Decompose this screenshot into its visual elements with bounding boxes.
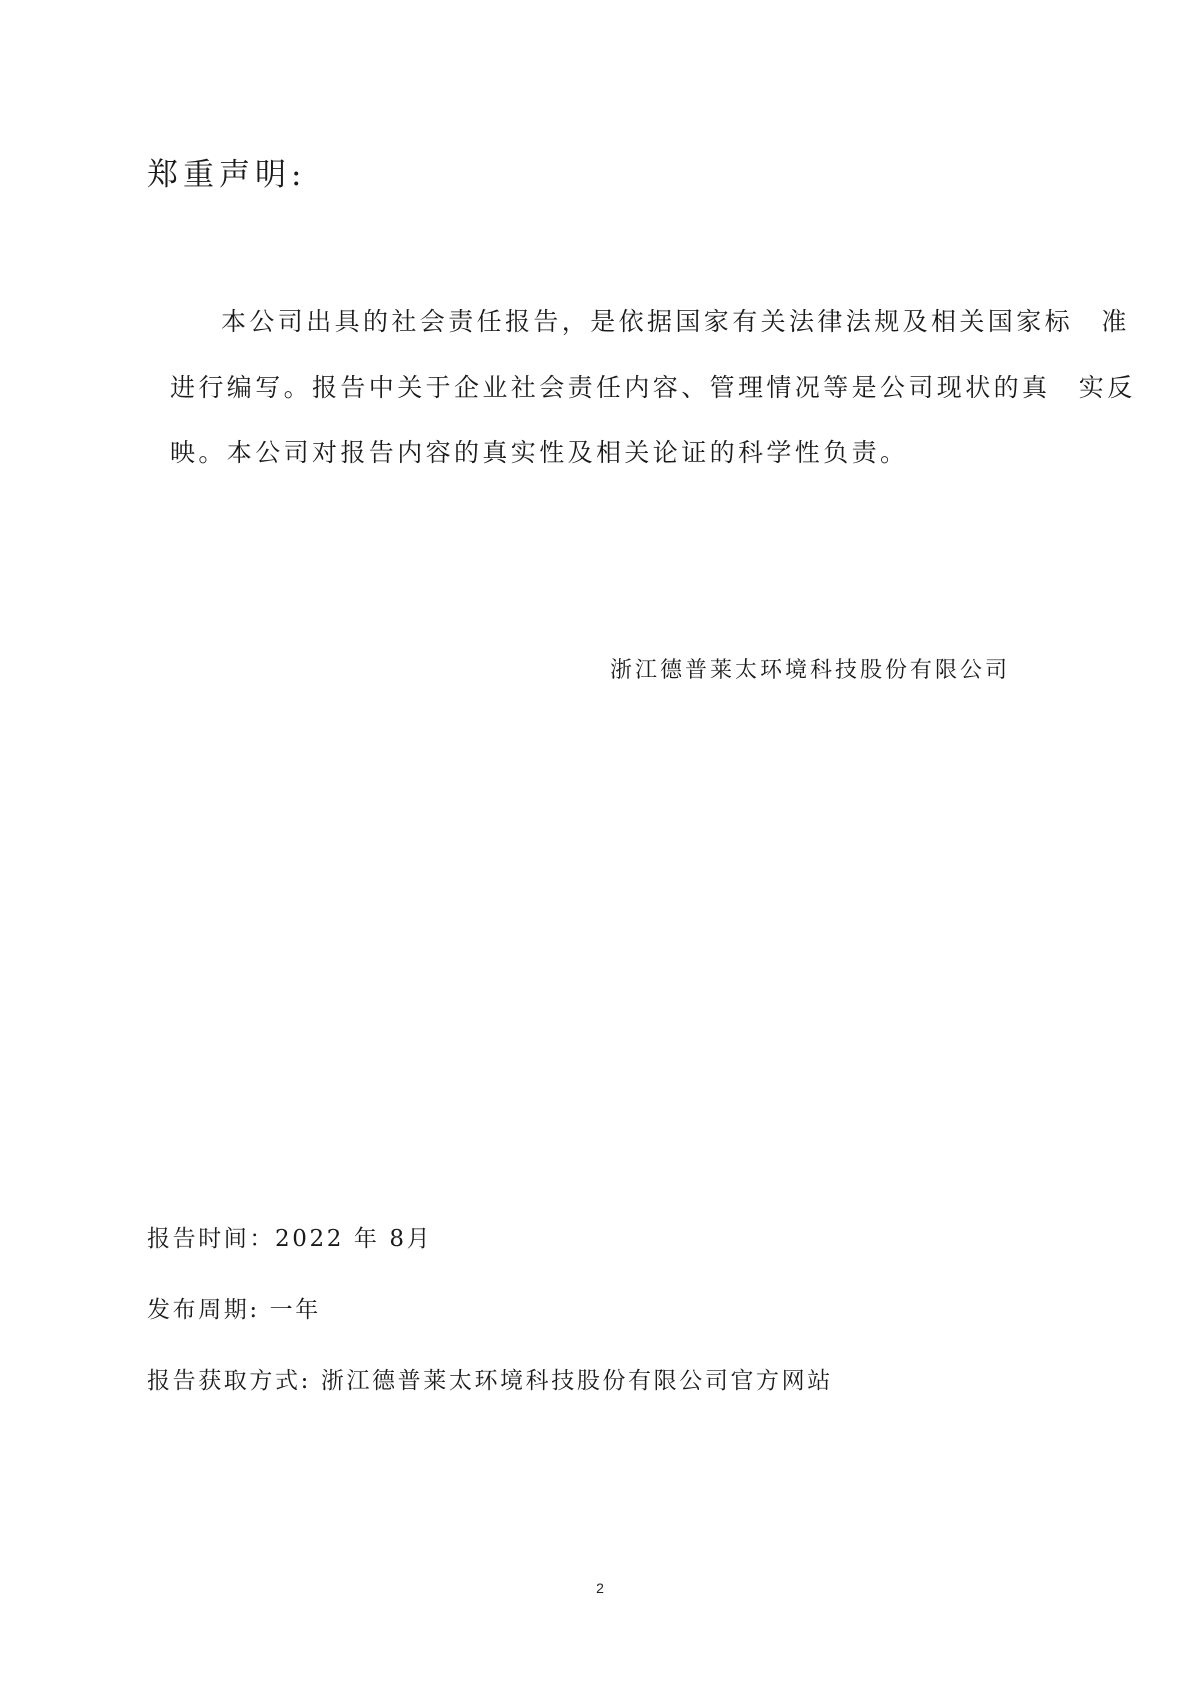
report-time: 报告时间：2022 年 8月	[147, 1226, 433, 1252]
declaration-title: 郑重声明:	[147, 157, 307, 193]
report-access-method: 报告获取方式: 浙江德普莱太环境科技股份有限公司官方网站	[147, 1368, 833, 1394]
declaration-text-line-1: 本公司出具的社会责任报告，是依据国家有关法律法规及相关国家标 准	[221, 307, 1130, 336]
page-number: 2	[596, 1580, 604, 1596]
declaration-text-line-2: 进行编写。报告中关于企业社会责任内容、管理情况等是公司现状的真 实反	[170, 373, 1136, 402]
declaration-text-line-3: 映。本公司对报告内容的真实性及相关论证的科学性负责。	[170, 438, 909, 467]
publication-cycle: 发布周期: 一年	[147, 1297, 321, 1323]
company-signature: 浙江德普莱太环境科技股份有限公司	[610, 658, 1011, 683]
